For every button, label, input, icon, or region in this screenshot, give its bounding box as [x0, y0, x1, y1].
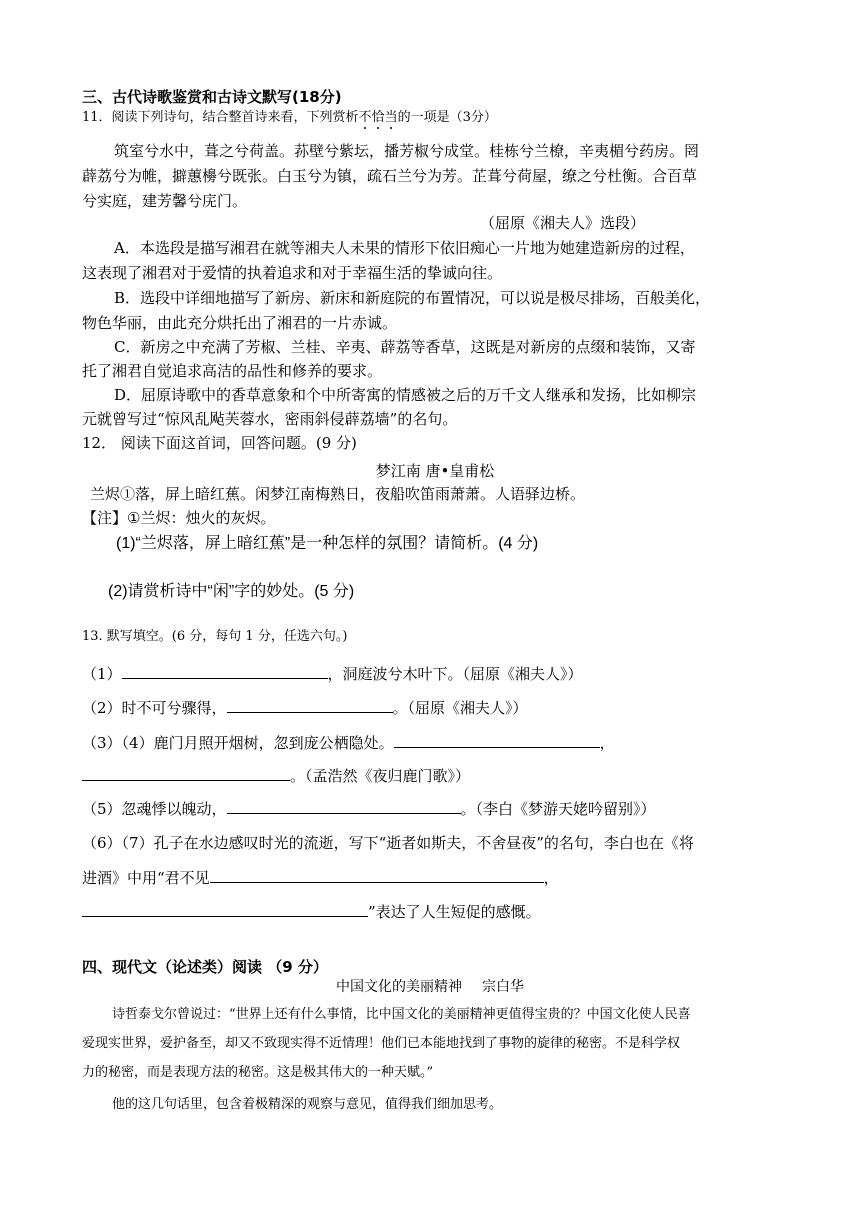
q13-line-7 — [82, 868, 559, 887]
q12-poem-title: 梦江南 唐•皇甫松 — [375, 462, 495, 480]
q13-line-7-a: 进酒》中用“君不见 — [82, 869, 210, 887]
q13-line-1-b: ，洞庭波兮木叶下。（屈原《湘夫人》） — [327, 665, 583, 683]
q11-stem — [82, 110, 497, 126]
article-title: 中国文化的美丽精神 — [336, 978, 462, 994]
q13-line-5-b: 。（李白《梦游天姥吟留别》） — [460, 800, 656, 818]
q13-line-1-a: （1） — [82, 665, 122, 683]
q13-line-3-b: ， — [599, 734, 615, 752]
q11-poem-line: 兮实庭，建芳馨兮庑门。 — [82, 192, 248, 210]
q11-poem-line: 薜荔兮为帷，擗蕙櫋兮既张。白玉兮为镇，疏石兰兮为芳。芷葺兮荷屋，缭之兮杜衡。合百草 — [82, 167, 698, 185]
q13-line-5 — [82, 799, 656, 818]
q12-poem: 兰烬①落，屏上暗红蕉。闲梦江南梅熟日，夜船吹笛雨萧萧。人语驿边桥。 — [90, 485, 586, 503]
article-title-line — [336, 978, 524, 995]
emphasis-char: 当 — [384, 110, 398, 125]
answer-blank[interactable] — [210, 868, 544, 883]
q13-line-4 — [82, 766, 470, 785]
q12-note: 【注】①兰烬：烛火的灰烬。 — [82, 510, 276, 527]
q11-option-d-line: 元就曾写过“惊风乱飐芙蓉水，密雨斜侵薜荔墙”的名句。 — [82, 410, 458, 428]
q11-stem-a: 11．阅读下列诗句，结合整首诗来看，下列赏析 — [82, 110, 359, 125]
section-4-title: 四、现代文（论述类）阅读 （9 分） — [82, 958, 328, 976]
q13-stem: 13. 默写填空。(6 分，每句 1 分，任选六句。) — [82, 629, 348, 644]
emphasis-char: 恰 — [371, 110, 385, 125]
q13-line-8-b: ”表达了人生短促的感慨。 — [368, 903, 541, 921]
answer-blank[interactable] — [394, 733, 600, 748]
q13-line-2-a: （2）时不可兮骤得， — [82, 699, 227, 717]
answer-blank[interactable] — [82, 766, 290, 781]
q11-source: （屈原《湘夫人》选段） — [480, 214, 646, 232]
q11-option-a-line: A．本选段是描写湘君在就等湘夫人未果的情形下依旧痴心一片地为她建造新房的过程， — [114, 239, 695, 257]
q13-line-4-b: 。（孟浩然《夜归鹿门歌》） — [290, 767, 471, 785]
q12-sub2: (2)请赏析诗中“闲”字的妙处。(5 分) — [108, 583, 355, 600]
q11-option-d-line: D．屈原诗歌中的香草意象和个中所寄寓的情感被之后的万千文人继承和发扬，比如柳宗 — [114, 386, 697, 404]
q11-option-b-line: 物色华丽，由此充分烘托出了湘君的一片赤诚。 — [82, 314, 398, 332]
q13-line-8 — [82, 902, 541, 921]
q11-stem-b: 的一项是（3分） — [397, 110, 497, 125]
q11-poem-line: 筑室兮水中，葺之兮荷盖。荪壁兮紫坛，播芳椒兮成堂。桂栋兮兰橑，辛夷楣兮药房。罔 — [114, 142, 700, 160]
q13-line-2 — [82, 698, 528, 717]
q13-line-5-a: （5）忽魂悸以魄动， — [82, 800, 227, 818]
q13-line-3 — [82, 733, 615, 752]
q13-line-3-a: （3）（4）鹿门月照开烟树，忽到庞公栖隐处。 — [82, 734, 394, 752]
article-paragraph-line: 力的秘密，而是表现方法的秘密。这是极其伟大的一种天赋。” — [82, 1065, 434, 1080]
q13-line-7-b: ， — [543, 869, 559, 887]
article-paragraph-line: 他的这几句话里，包含着极精深的观察与意见，值得我们细加思考。 — [112, 1097, 503, 1112]
article-paragraph-line: 爱现实世界，爱护备至，却又不致现实得不近情理！他们已本能地找到了事物的旋律的秘密。不是科学权 — [82, 1036, 681, 1051]
q13-line-2-b: 。（屈原《湘夫人》） — [392, 699, 528, 717]
answer-blank[interactable] — [227, 799, 461, 814]
q11-option-c-line: 托了湘君自觉追求高洁的品性和修养的要求。 — [82, 362, 383, 380]
answer-blank[interactable] — [82, 902, 368, 917]
q11-option-b-line: B．选段中详细地描写了新房、新床和新庭院的布置情况，可以说是极尽排场，百般美化， — [114, 289, 711, 307]
q11-option-c-line: C．新房之中充满了芳椒、兰桂、辛夷、薜荔等香草，这既是对新房的点缀和装饰，又寄 — [114, 338, 696, 356]
article-paragraph-line: 诗哲泰戈尔曾说过：“世界上还有什么事情，比中国文化的美丽精神更值得宝贵的？中国文化使人民喜 — [112, 1007, 691, 1022]
emphasis-char: 不 — [358, 110, 372, 125]
article-author: 宗白华 — [482, 978, 524, 994]
answer-blank[interactable] — [122, 664, 328, 679]
q11-option-a-line: 这表现了湘君对于爱情的执着追求和对于幸福生活的挚诚向往。 — [82, 264, 503, 282]
answer-blank[interactable] — [227, 698, 393, 713]
q12-stem: 12． 阅读下面这首词，回答问题。(9 分) — [82, 434, 357, 452]
section-3-title: 三、古代诗歌鉴赏和古诗文默写(18分) — [82, 88, 342, 106]
q13-line-6: （6）（7）孔子在水边感叹时光的流逝，写下“逝者如斯夫，不舍昼夜”的名句，李白也在《将 — [82, 834, 694, 852]
q13-line-1 — [82, 664, 583, 683]
q12-sub1: (1)“兰烬落，屏上暗红蕉”是一种怎样的氛围？请简析。(4 分) — [116, 535, 539, 552]
